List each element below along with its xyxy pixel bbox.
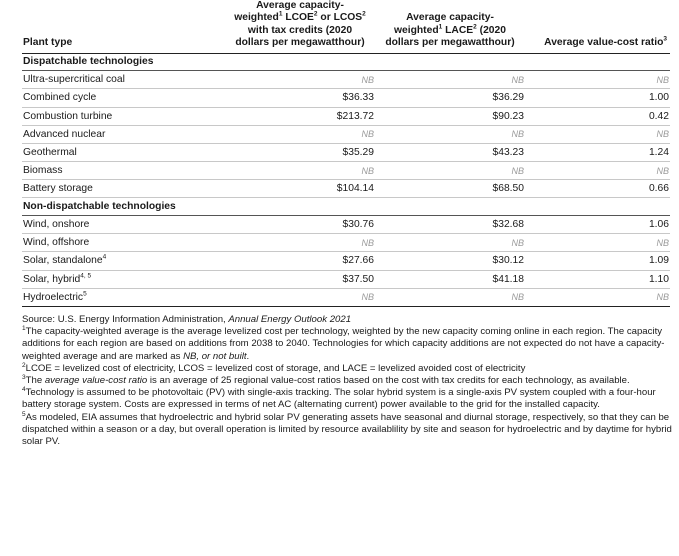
plant-type-cell: Wind, offshore xyxy=(22,234,225,252)
lcoe-cell: NB xyxy=(225,234,375,252)
lace-cell: $30.12 xyxy=(375,252,525,270)
plant-type-cell: Combustion turbine xyxy=(22,107,225,125)
footnote-3: $^3$The average value-cost ratio is an average of 25 regional value-cost ratios based on the cost with tax credits for each technology, as available. xyxy=(22,373,630,387)
table-header-row xyxy=(22,0,670,53)
value-cost-ratio-cell: 1.10 xyxy=(525,270,670,288)
lace-cell: $32.68 xyxy=(375,215,525,233)
lace-cell: $68.50 xyxy=(375,180,525,198)
lcoe-cell: $27.66 xyxy=(225,252,375,270)
lcoe-cell: $37.50 xyxy=(225,270,375,288)
table-row xyxy=(22,143,670,161)
plant-type-cell: Combined cycle xyxy=(22,89,225,107)
lace-cell: $43.23 xyxy=(375,143,525,161)
value-cost-ratio-cell: NB xyxy=(525,162,670,180)
header-lcoe: Average capacity- weighted$^1$ LCOE$^2$ or LCOS$^2$ with tax credits (2020 dollars per megawatthour) xyxy=(225,0,375,53)
table-row xyxy=(22,89,670,107)
table-row xyxy=(22,107,670,125)
lace-cell: NB xyxy=(375,288,525,306)
lcoe-cell: $30.76 xyxy=(225,215,375,233)
source-note: Source: U.S. Energy Information Administration, Annual Energy Outlook 2021 xyxy=(22,314,352,325)
value-cost-ratio-cell: 1.00 xyxy=(525,89,670,107)
footnote-5: $^5$As modeled, EIA assumes that hydroelectric and hybrid solar PV generating assets have seasonal and diurnal storage, respectively, so that they can be dispatched within a season or a day, but overall operation is limited by resource availablility by site and season for hydroelectric and by daytime for hybrid solar PV. xyxy=(22,410,672,448)
table-row xyxy=(22,288,670,306)
plant-type-cell: Ultra-supercritical coal xyxy=(22,71,225,89)
lcoe-cell: $213.72 xyxy=(225,107,375,125)
value-cost-ratio-cell: NB xyxy=(525,234,670,252)
plant-type-cell: Hydroelectric$^5$ xyxy=(22,288,225,306)
lcoe-cell: NB xyxy=(225,162,375,180)
table-row xyxy=(22,234,670,252)
section-label: Dispatchable technologies xyxy=(22,53,670,71)
value-cost-ratio-cell: 0.66 xyxy=(525,180,670,198)
lace-cell: $36.29 xyxy=(375,89,525,107)
value-cost-ratio-cell: NB xyxy=(525,71,670,89)
section-dispatchable xyxy=(22,53,670,71)
plant-type-cell: Wind, onshore xyxy=(22,215,225,233)
lcoe-cell: $36.33 xyxy=(225,89,375,107)
table-row xyxy=(22,270,670,288)
table-row xyxy=(22,125,670,143)
lace-cell: NB xyxy=(375,125,525,143)
plant-type-cell: Biomass xyxy=(22,162,225,180)
value-cost-ratio-cell: 1.09 xyxy=(525,252,670,270)
value-cost-ratio-cell: 1.24 xyxy=(525,143,670,161)
table-row xyxy=(22,71,670,89)
plant-type-cell: Solar, standalone$^4$ xyxy=(22,252,225,270)
lcoe-cell: NB xyxy=(225,125,375,143)
table-row xyxy=(22,252,670,270)
value-cost-ratio-cell: 1.06 xyxy=(525,215,670,233)
value-cost-ratio-cell: NB xyxy=(525,288,670,306)
table-notes xyxy=(22,314,674,448)
plant-type-cell: Advanced nuclear xyxy=(22,125,225,143)
header-plant-type: Plant type xyxy=(22,0,225,53)
lcoe-cell: $104.14 xyxy=(225,180,375,198)
table-row xyxy=(22,180,670,198)
table-row xyxy=(22,215,670,233)
lcoe-cell: $35.29 xyxy=(225,143,375,161)
section-label: Non-dispatchable technologies xyxy=(22,198,670,216)
lcoe-cell: NB xyxy=(225,71,375,89)
lcoe-cell: NB xyxy=(225,288,375,306)
header-value-cost-ratio: Average value-cost ratio$^3$ xyxy=(525,0,670,53)
table-row xyxy=(22,162,670,180)
header-lace: Average capacity- weighted$^1$ LACE$^2$ (2020 dollars per megawatthour) xyxy=(375,0,525,53)
footnote-1: $^1$The capacity-weighted average is the average levelized cost per technology, weighted by the new capacity coming online in each region. The capacity additions for each region are based on additions from 2038 to 2040. Technologies for which capacity additions are not expected do not have a capacity-weighted average and are marked as NB, or not built. xyxy=(22,325,665,362)
lace-cell: NB xyxy=(375,71,525,89)
lace-cell: NB xyxy=(375,162,525,180)
lace-cell: $90.23 xyxy=(375,107,525,125)
plant-type-cell: Battery storage xyxy=(22,180,225,198)
section-non-dispatchable xyxy=(22,198,670,216)
value-cost-ratio-cell: 0.42 xyxy=(525,107,670,125)
levelized-cost-table xyxy=(22,0,670,307)
plant-type-cell: Geothermal xyxy=(22,143,225,161)
footnote-2: $^2$LCOE = levelized cost of electricity, LCOS = levelized cost of storage, and LACE = levelized avoided cost of electricity xyxy=(22,361,526,374)
value-cost-ratio-cell: NB xyxy=(525,125,670,143)
plant-type-cell: Solar, hybrid$^{4, 5}$ xyxy=(22,270,225,288)
lace-cell: $41.18 xyxy=(375,270,525,288)
footnote-4: $^4$Technology is assumed to be photovoltaic (PV) with single-axis tracking. The solar hybrid system is a single-axis PV system coupled with a four-hour battery storage system. Costs are expressed in terms of net AC (alternating current) power available to the grid for the installed capacity. xyxy=(22,386,656,411)
lace-cell: NB xyxy=(375,234,525,252)
